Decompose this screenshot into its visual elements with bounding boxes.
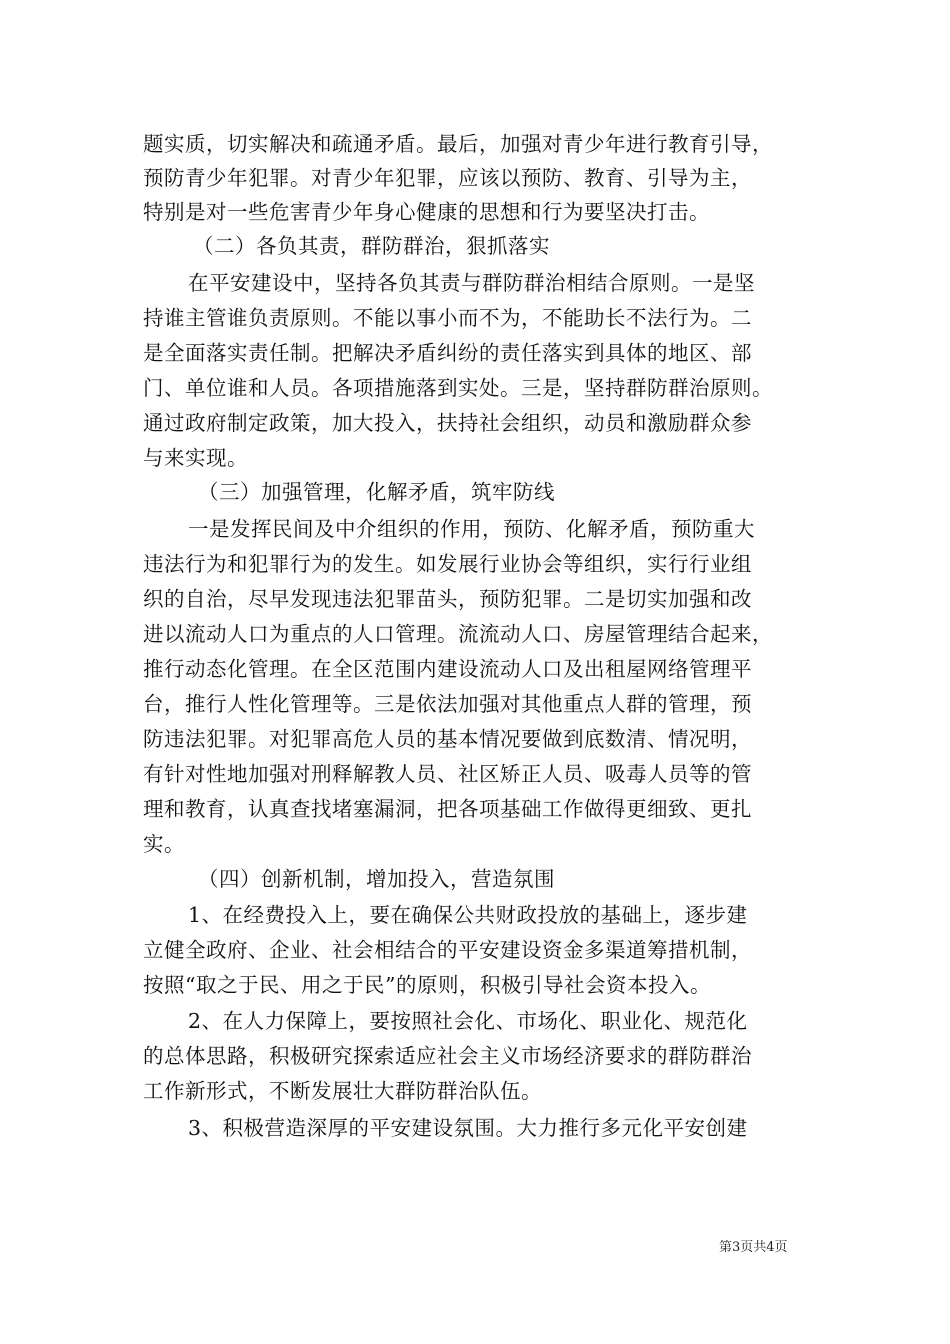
text-line: 台，推行人性化管理等。三是依法加强对其他重点人群的管理，预 [143, 692, 752, 716]
text-line: 1、在经费投入上，要在确保公共财政投放的基础上，逐步建 [188, 903, 748, 927]
text-line: 是全面落实责任制。把解决矛盾纠纷的责任落实到具体的地区、部 [143, 341, 752, 365]
text-line: 织的自治，尽早发现违法犯罪苗头，预防犯罪。二是切实加强和改 [143, 587, 752, 611]
text-line: 特别是对一些危害青少年身心健康的思想和行为要坚决打击。 [143, 200, 710, 224]
text-line: 3、积极营造深厚的平安建设氛围。大力推行多元化平安创建 [188, 1116, 748, 1140]
text-line: 与来实现。 [143, 446, 248, 470]
text-line: 在平安建设中，坚持各负其责与群防群治相结合原则。一是坚 [188, 271, 755, 295]
text-line: 2、在人力保障上，要按照社会化、市场化、职业化、规范化 [188, 1009, 748, 1033]
text-line: 通过政府制定政策，加大投入，扶持社会组织，动员和激励群众参 [143, 411, 752, 435]
text-line: 持谁主管谁负责原则。不能以事小而不为，不能助长不法行为。二 [143, 306, 752, 330]
text-line: 预防青少年犯罪。对青少年犯罪，应该以预防、教育、引导为主， [143, 166, 752, 190]
page-number-label: 第3页共4页 [719, 1240, 788, 1255]
text-line: 一是发挥民间及中介组织的作用，预防、化解矛盾，预防重大 [188, 517, 755, 541]
text-line: 按照“取之于民、用之于民”的原则，积极引导社会资本投入。 [143, 973, 711, 997]
text-line: 违法行为和犯罪行为的发生。如发展行业协会等组织，实行行业组 [143, 552, 752, 576]
section-heading: （四）创新机制，增加投入，营造氛围 [198, 867, 555, 891]
text-line: 工作新形式，不断发展壮大群防群治队伍。 [143, 1079, 542, 1103]
section-heading: （二）各负其责，群防群治，狠抓落实 [193, 234, 550, 258]
text-line: 有针对性地加强对刑释解教人员、社区矫正人员、吸毒人员等的管 [143, 762, 752, 786]
text-line: 实。 [143, 832, 185, 856]
text-line: 理和教育，认真查找堵塞漏洞，把各项基础工作做得更细致、更扎 [143, 797, 752, 821]
text-line: 进以流动人口为重点的人口管理。流流动人口、房屋管理结合起来， [143, 622, 773, 646]
text-line: 门、单位谁和人员。各项措施落到实处。三是，坚持群防群治原则。 [143, 376, 773, 400]
text-line: 推行动态化管理。在全区范围内建设流动人口及出租屋网络管理平 [143, 657, 752, 681]
section-heading: （三）加强管理，化解矛盾，筑牢防线 [198, 480, 555, 504]
text-line: 立健全政府、企业、社会相结合的平安建设资金多渠道筹措机制， [143, 938, 752, 962]
text-line: 的总体思路，积极研究探索适应社会主义市场经济要求的群防群治 [143, 1044, 752, 1068]
text-line: 防违法犯罪。对犯罪高危人员的基本情况要做到底数清、情况明， [143, 727, 752, 751]
text-line: 题实质，切实解决和疏通矛盾。最后，加强对青少年进行教育引导， [143, 132, 773, 156]
